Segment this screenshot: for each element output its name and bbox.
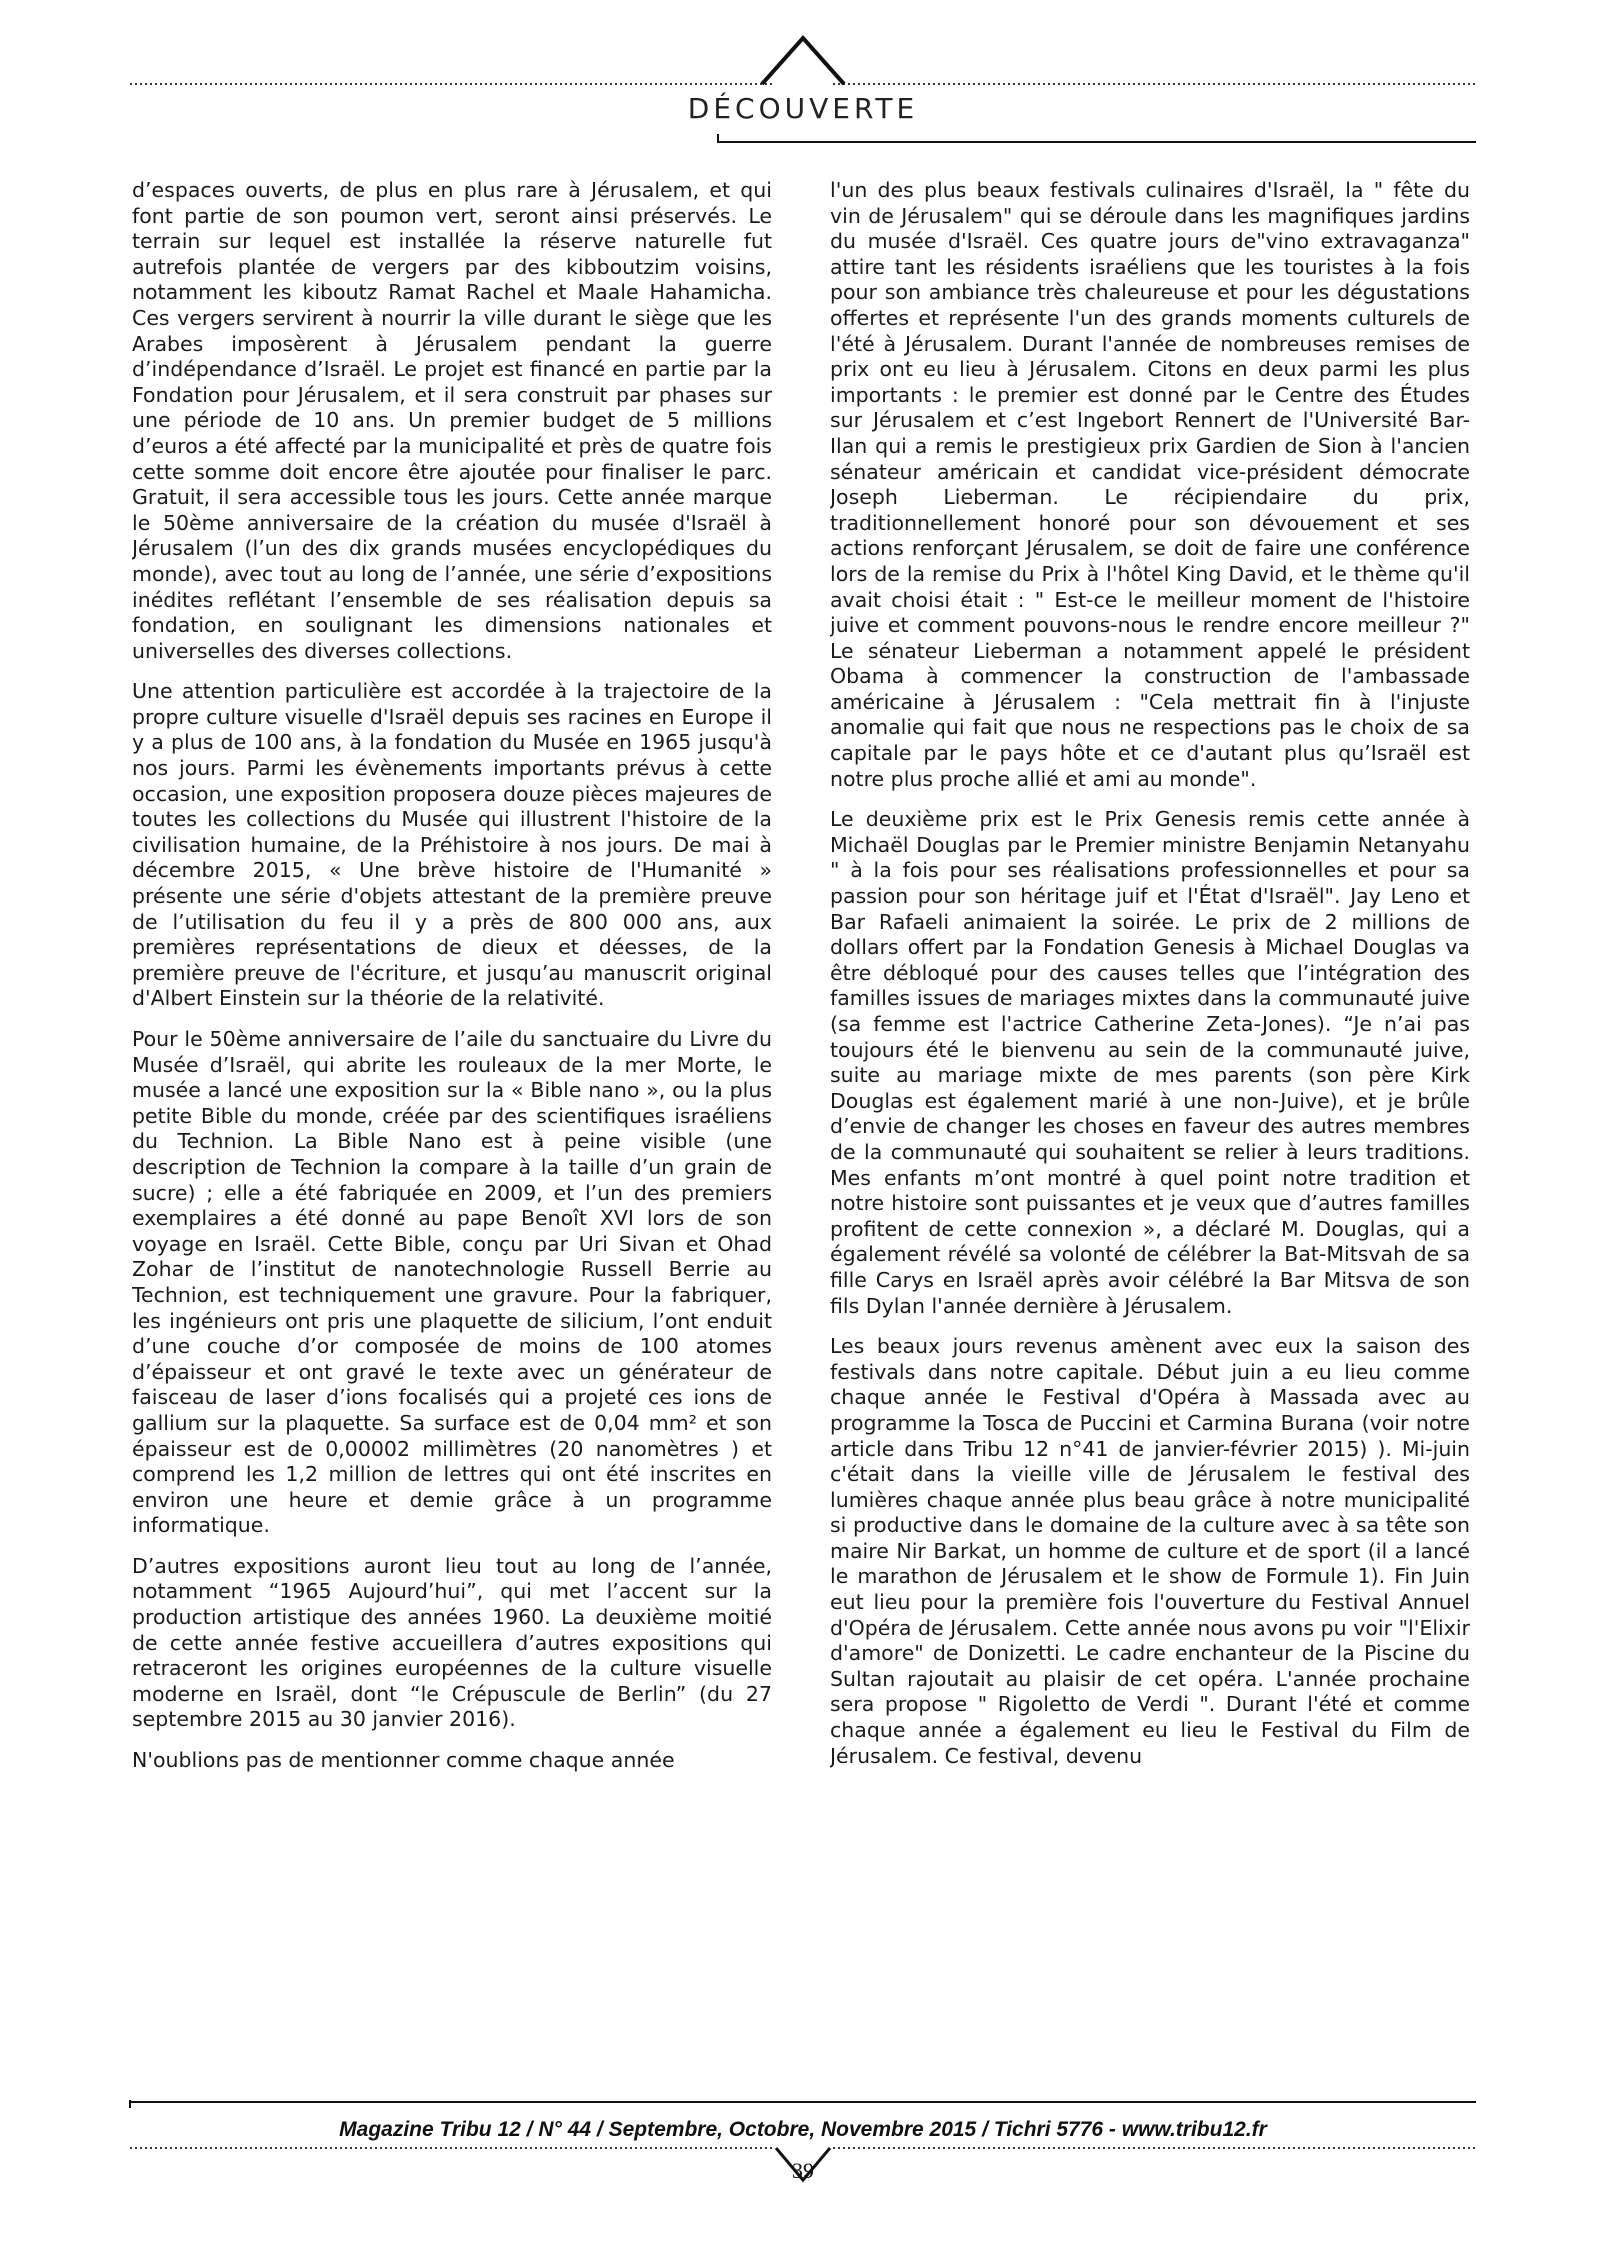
paragraph: d’espaces ouverts, de plus en plus rare à Jérusalem, et qui font partie de son poumon vert, seront ainsi préservés. Le terrain sur lequel est installée la réserve naturelle fut autrefois plantée de vergers par des kibboutzim voisins, notamment les kiboutz Ramat Rachel et Maale Hahamicha. Ces vergers servirent à nourrir la ville durant le siège que les Arabes imposèrent à Jérusalem pendant la guerre d’indépendance d’Israël. Le projet est financé en partie par la Fondation pour Jérusalem, et il sera construit par phases sur une période de 10 ans. Un premier budget de 5 millions d’euros a été affecté par la municipalité et près de quatre fois cette somme doit encore être ajoutée pour finaliser le parc. Gratuit, il sera accessible tous les jours. Cette année marque le 50ème anniversaire de la création du musée d'Israël à Jérusalem (l’un des dix grands musées encyclopédiques du monde), avec tout au long de l’année, une série d’expositions inédites reflétant l’ensemble de ses réalisation depuis sa fondation, en soulignant les dimensions nationales et universelles des diverses collections.: [132, 178, 772, 663]
right-column: [830, 178, 1470, 2088]
paragraph: N'oublions pas de mentionner comme chaque année: [132, 1748, 675, 1773]
paragraph: Pour le 50ème anniversaire de l’aile du sanctuaire du Livre du Musée d’Israël, qui abrite les rouleaux de la mer Morte, le musée a lancé une exposition sur la « Bible nano », ou la plus petite Bible du monde, créée par des scientifiques israéliens du Technion. La Bible Nano est à peine visible (une description de Technion la compare à la taille d’un grain de sucre) ; elle a été fabriquée en 2009, et l’un des premiers exemplaires a été donné au pape Benoît XVI lors de son voyage en Israël. Cette Bible, conçu par Uri Sivan et Ohad Zohar de l’institut de nanotechnologie Russell Berrie au Technion, est techniquement une gravure. Pour la fabriquer, les ingénieurs ont pris une plaquette de silicium, l’ont enduit d’une couche d’or composée de moins de 100 atomes d’épaisseur et ont gravé le texte avec un générateur de faisceau de laser d’ions focalisés qui a projeté ces ions de gallium sur la plaquette. Sa surface est de 0,04 mm² et son épaisseur est de 0,00002 millimètres (20 nanomètres ) et comprend les 1,2 million de lettres qui ont été inscrites en environ une heure et demie grâce à un programme informatique.: [132, 1027, 772, 1538]
paragraph: D’autres expositions auront lieu tout au long de l’année, notamment “1965 Aujourd’hui”, qui met l’accent sur la production artistique des années 1960. La deuxième moitié de cette année festive accueillera d’autres expositions qui retraceront les origines européennes de la culture visuelle moderne en Israël, dont “le Crépuscule de Berlin” (du 27 septembre 2015 au 30 janvier 2016).: [132, 1553, 772, 1732]
paragraph: Une attention particulière est accordée à la trajectoire de la propre culture visuelle d'Israël depuis ses racines en Europe il y a plus de 100 ans, à la fondation du Musée en 1965 jusqu'à nos jours. Parmi les évènements importants prévus à cette occasion, une exposition proposera douze pièces majeures de toutes les collections du Musée qui illustrent l'histoire de la civilisation humaine, de la Préhistoire à nos jours. De mai à décembre 2015, « Une brève histoire de l'Humanité » présente une série d'objets attestant de la première preuve de l’utilisation du feu il y a près de 800 000 ans, aux premières représentations de dieux et déesses, de la première preuve de l'écriture, et jusqu’au manuscrit original d'Albert Einstein sur la théorie de la relativité.: [132, 679, 772, 1011]
page-header: [0, 0, 1606, 150]
footer-credits: Magazine Tribu 12 / N° 44 / Septembre, Octobre, Novembre 2015 / Tichri 5776 - www.tribu12.fr: [339, 2118, 1267, 2141]
left-column: [132, 178, 772, 2088]
section-title: DÉCOUVERTE: [687, 92, 919, 125]
paragraph: Les beaux jours revenus amènent avec eux la saison des festivals dans notre capitale. Début juin a eu lieu comme chaque année le Festival d'Opéra à Massada avec au programme la Tosca de Puccini et Carmina Burana (voir notre article dans Tribu 12 n°41 de janvier-février 2015) ). Mi-juin c'était dans la vieille ville de Jérusalem le festival des lumières chaque année plus beau grâce à notre municipalité si productive dans le domaine de la culture avec à sa tête son maire Nir Barkat, un homme de culture et de sport (il a lancé le marathon de Jérusalem et le show de Formule 1). Fin Juin eut lieu pour la première fois l'ouverture du Festival Annuel d'Opéra de Jérusalem. Cette année nous avons pu voir "l'Elixir d'amore" de Donizetti. Le cadre enchanteur de la Piscine du Sultan rajoutait au plaisir de cet opéra. L'année prochaine sera propose " Rigoletto de Verdi ". Durant l'été et comme chaque année a également eu lieu le Festival du Film de Jérusalem. Ce festival, devenu: [830, 1334, 1470, 1768]
header-rule-with-chevron: [0, 0, 1606, 150]
page-number: 39: [792, 2158, 814, 2183]
page-footer: [0, 2100, 1606, 2260]
paragraph: l'un des plus beaux festivals culinaires d'Israël, la " fête du vin de Jérusalem" qui se déroule dans les magnifiques jardins du musée d'Israël. Ces quatre jours de"vino extravaganza" attire tant les résidents israéliens que les touristes à la fois pour son ambiance très chaleureuse et pour les dégustations offertes et représente l'un des grands moments culturels de l'été à Jérusalem. Durant l'année de nombreuses remises de prix ont eu lieu à Jérusalem. Citons en deux parmi les plus importants : le premier est donné par le Centre des Études sur Jérusalem et c’est Ingebort Rennert de l'Université Bar-Ilan qui a remis le prestigieux prix Gardien de Sion à l'ancien sénateur américain et candidat vice-président démocrate Joseph Lieberman. Le récipiendaire du prix, traditionnellement honoré pour son dévouement et ses actions renforçant Jérusalem, se doit de faire une conférence lors de la remise du Prix à l'hôtel King David, et le thème qu'il avait choisi était : " Est-ce le meilleur moment de l'histoire juive et comment pouvons-nous le rendre encore meilleur ?" Le sénateur Lieberman a notamment appelé le président Obama à commencer la construction de l'ambassade américaine à Jérusalem : "Cela mettrait fin à l'injuste anomalie qui fait que nous ne respections pas le choix de sa capitale par le pays hôte et ce d'autant plus qu’Israël est notre plus proche allié et ami au monde".: [830, 178, 1470, 791]
paragraph: Le deuxième prix est le Prix Genesis remis cette année à Michaël Douglas par le Premier ministre Benjamin Netanyahu " à la fois pour ses réalisations professionnelles et pour sa passion pour son héritage juif et l'État d'Israël". Jay Leno et Bar Rafaeli animaient la soirée. Le prix de 2 millions de dollars offert par la Fondation Genesis à Michael Douglas va être débloqué pour des causes telles que l’intégration des familles issues de mariages mixtes dans la communauté juive (sa femme est l'actrice Catherine Zeta-Jones). “Je n’ai pas toujours été le bienvenu au sein de la communauté juive, suite au mariage mixte de mes parents (son père Kirk Douglas est également marié à une non-Juive), et je brûle d’envie de changer les choses en faveur des autres membres de la communauté qui souhaitent se relier à leurs traditions. Mes enfants m’ont montré à quel point notre tradition et notre histoire sont puissantes et je veux que d’autres familles profitent de cette connexion », a déclaré M. Douglas, qui a également révélé sa volonté de célébrer la Bat-Mitsvah de sa fille Carys en Israël après avoir célébré la Bar Mitsva de son fils Dylan l'année dernière à Jérusalem.: [830, 807, 1470, 1318]
